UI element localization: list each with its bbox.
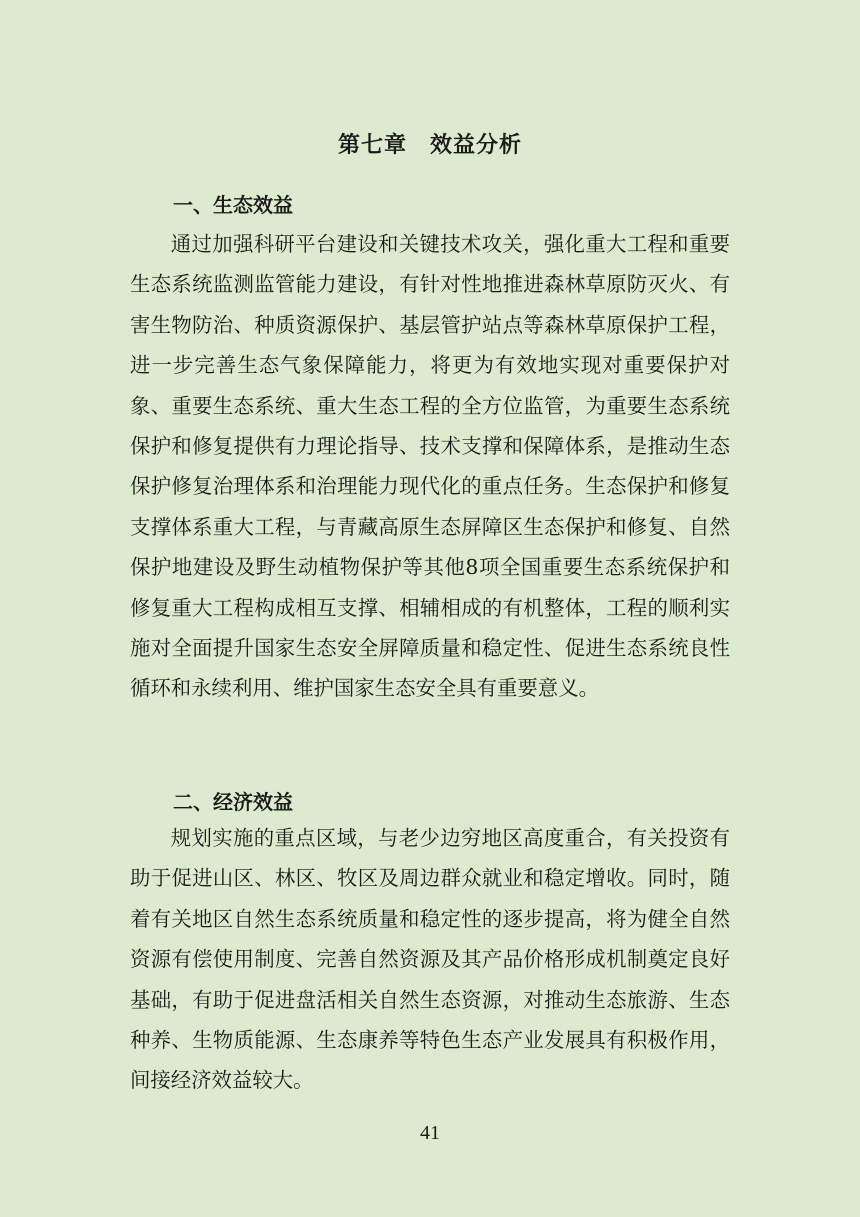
chapter-title: 第七章 效益分析 bbox=[337, 133, 522, 158]
paragraph-ecological-benefits: 通过加强科研平台建设和关键技术攻关，强化重大工程和重要生态系统监测监管能力建设，有针对性地推进森林草原防灭火、有害生物防治、种质资源保护、基层管护站点等森林草原保护工程，进一步完善生态气象保障能力，将更为有效地实现对重要保护对象、重要生态系统、重大生态工程的全方位监管，为重要生态系统保护和修复提供有力理论指导、技术支撑和保障体系，是推动生态保护修复治理体系和治理能力现代化的重点任务。生态保护和修复支撑体系重大工程，与青藏高原生态屏障区生态保护和修复、自然保护地建设及野生动植物保护等其他8项全国重要生态系统保护和修复重大工程构成相互支撑、相辅相成的有机整体，工程的顺利实施对全面提升国家生态安全屏障质量和稳定性、促进生态系统良性循环和永续利用、维护国家生态安全具有重要意义。 bbox=[130, 232, 730, 701]
page-number: 41 bbox=[420, 1122, 440, 1144]
section-heading-economic-benefits: 二、经济效益 bbox=[173, 790, 293, 814]
section-heading-ecological-benefits: 一、生态效益 bbox=[173, 193, 293, 217]
paragraph-economic-benefits: 规划实施的重点区域，与老少边穷地区高度重合，有关投资有助于促进山区、林区、牧区及周边群众就业和稳定增收。同时，随着有关地区自然生态系统质量和稳定性的逐步提高，将为健全自然资源有偿使用制度、完善自然资源及其产品价格形成机制奠定良好基础，有助于促进盘活相关自然生态资源，对推动生态旅游、生态种养、生物质能源、生态康养等特色生态产业发展具有积极作用，间接经济效益较大。 bbox=[130, 826, 730, 1093]
